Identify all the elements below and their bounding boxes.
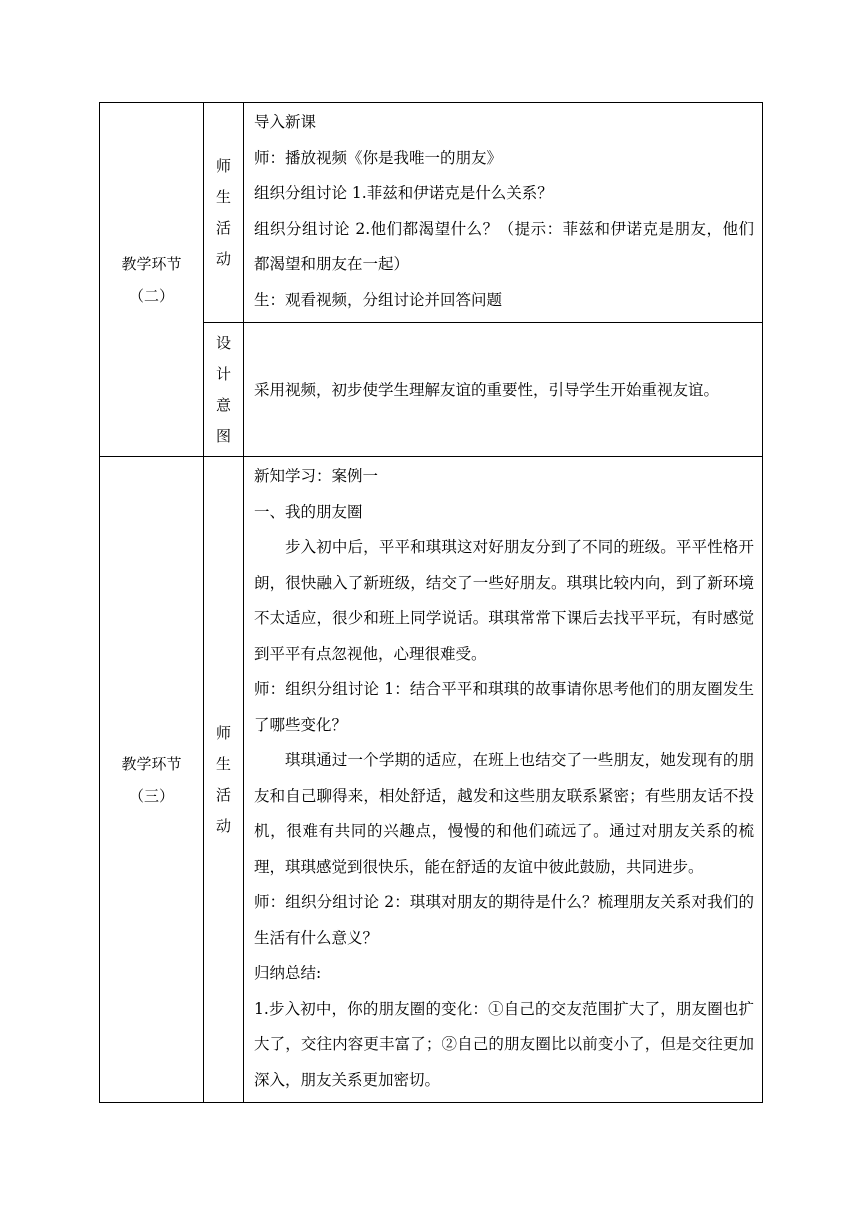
activity-label-char: 师 — [215, 156, 231, 175]
content-line: 生：观看视频，分组讨论并回答问题 — [254, 290, 503, 309]
section-two-label — [100, 103, 204, 457]
intent-label-char: 设 — [215, 333, 231, 352]
section-three-activity-label — [204, 457, 244, 1103]
section-three-activity-content — [244, 457, 763, 1103]
section-two-activity-row — [100, 103, 763, 323]
activity-label-char: 活 — [215, 785, 231, 804]
activity-label-char: 师 — [215, 723, 231, 742]
content-line: 组织分组讨论 2.他们都渴望什么？（提示：菲兹和伊诺克是朋友，他们都渴望和朋友在一起） — [254, 219, 754, 273]
intent-label-char: 计 — [215, 364, 231, 383]
intent-text: 采用视频，初步使学生理解友谊的重要性，引导学生开始重视友谊。 — [254, 380, 720, 399]
section-two-activity-label — [204, 103, 244, 323]
intent-label-char: 意 — [215, 395, 231, 414]
content-subheading: 一、我的朋友圈 — [254, 502, 363, 521]
case-story-paragraph: 步入初中后，平平和琪琪这对好朋友分到了不同的班级。平平性格开朗，很快融入了新班级，结交了一些好朋友。琪琪比较内向，到了新环境不太适应，很少和班上同学说话。琪琪常常下课后去找平平玩，有时感觉到平平有点忽视他，心理很难受。 — [254, 538, 754, 663]
section-two-label-line1: 教学环节 — [121, 254, 182, 273]
content-heading: 新知学习：案例一 — [254, 467, 379, 485]
activity-label-char: 生 — [215, 187, 231, 206]
section-three-label-line2: （三） — [128, 786, 174, 805]
activity-label-char: 动 — [215, 816, 231, 835]
discussion-question-2: 师：组织分组讨论 2：琪琪对朋友的期待是什么？梳理朋友关系对我们的生活有什么意义？ — [254, 893, 754, 947]
summary-heading: 归纳总结: — [254, 964, 322, 982]
section-three-activity-row — [100, 457, 763, 1103]
content-line: 组织分组讨论 1.菲兹和伊诺克是什么关系？ — [254, 184, 553, 202]
summary-point-1: 1.步入初中，你的朋友圈的变化：①自己的交友范围扩大了，朋友圈也扩大了，交往内容更丰富了；②自己的朋友圈比以前变小了，但是交往更加深入，朋友关系更加密切。 — [254, 999, 754, 1089]
section-two-activity-content — [244, 103, 763, 323]
section-three-label-line1: 教学环节 — [121, 754, 182, 773]
content-line: 导入新课 — [254, 113, 317, 131]
activity-label-char: 活 — [215, 218, 231, 237]
activity-label-char: 生 — [215, 754, 231, 773]
intent-label-char: 图 — [215, 426, 231, 445]
lesson-plan-table — [99, 102, 763, 1103]
section-three-label — [100, 457, 204, 1103]
section-two-label-line2: （二） — [128, 286, 174, 305]
content-line: 师：播放视频《你是我唯一的朋友》 — [254, 148, 503, 167]
section-two-intent-label — [204, 323, 244, 457]
discussion-question-1: 师：组织分组讨论 1：结合平平和琪琪的故事请你思考他们的朋友圈发生了哪些变化？ — [254, 680, 754, 734]
case-story-continued-paragraph: 琪琪通过一个学期的适应，在班上也结交了一些朋友，她发现有的朋友和自己聊得来，相处舒适，越发和这些朋友联系紧密；有些朋友话不投机，很难有共同的兴趣点，慢慢的和他们疏远了。通过对朋友关系的梳理，琪琪感觉到很快乐，能在舒适的友谊中彼此鼓励，共同进步。 — [254, 751, 754, 876]
section-two-intent-content — [244, 323, 763, 457]
activity-label-char: 动 — [215, 249, 231, 268]
